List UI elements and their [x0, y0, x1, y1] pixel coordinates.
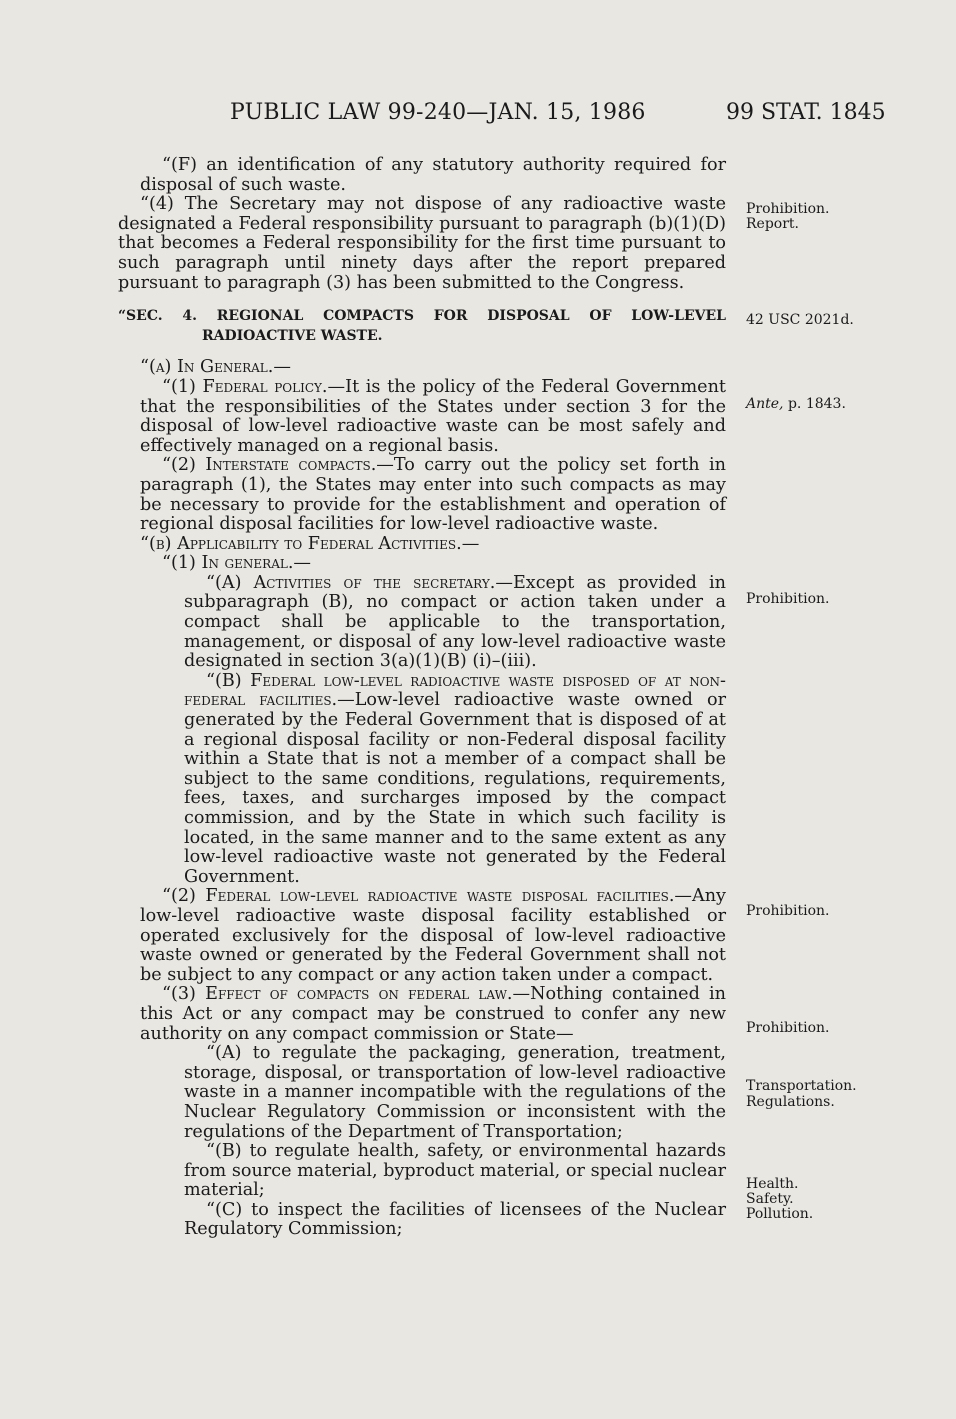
paragraph-b1b: “(B) Federal low-level radioactive waste disposed of at non-federal facilities.—Low-level radioactive waste owned or generated by the Federal Government that is disposed of at a regional disposal facility or non-Federal disposal facility within a State that is not a member of a compact shall be subject to the same conditions, regulations, requirements, fees, taxes, and surcharges imposed by the compact commission, and by the State in which such facility is located, in the same manner and to the same extent as any low-level radioactive waste not generated by the Federal Government.	[184, 670, 726, 887]
paragraph-b3c: “(C) to inspect the facilities of licensees of the Nuclear Regulatory Commission;	[184, 1199, 726, 1240]
margin-note-health: Health.	[746, 1176, 799, 1192]
statute-body-text	[118, 156, 726, 1240]
paragraph-b3b: “(B) to regulate health, safety, or environmental hazards from source material, byproduct material, or special nuclear material;	[184, 1141, 726, 1201]
subsection-b-heading: “(b) Applicability to Federal Activities.—	[140, 533, 480, 554]
margin-note-usc-citation: 42 USC 2021d.	[746, 312, 854, 328]
margin-note-ante: Ante, p. 1843.	[746, 396, 846, 412]
subsection-a-heading: “(a) In General.—	[140, 357, 291, 378]
paragraph-a1: “(1) Federal policy.—It is the policy of the Federal Government that the responsibilities of the States under section 3 for the disposal of low-level radioactive waste can be most safely and effectively managed on a regional basis.	[140, 376, 726, 456]
margin-note-transportation: Transportation.	[746, 1078, 857, 1094]
law-citation-header: PUBLIC LAW 99-240—JAN. 15, 1986	[230, 100, 646, 125]
margin-note-prohibition: Prohibition.	[746, 201, 830, 217]
paragraph-b1a: “(A) Activities of the secretary.—Except as provided in subparagraph (B), no compact or action taken under a compact shall be applicable to the transportation, management, or disposal of any low-level radioactive waste designated in section 3(a)(1)(B) (i)–(iii).	[184, 572, 726, 672]
margin-note-report: Report.	[746, 216, 799, 232]
paragraph-f: “(F) an identification of any statutory authority required for disposal of such waste.	[140, 155, 726, 195]
margin-note-prohibition-b3: Prohibition.	[746, 1020, 830, 1036]
statute-page-number: 99 STAT. 1845	[726, 100, 886, 125]
paragraph-b3: “(3) Effect of compacts on federal law.—Nothing contained in this Act or any compact may be construed to confer any new authority on any compact commission or State—	[140, 984, 726, 1044]
section-4-heading: “SEC. 4. REGIONAL COMPACTS FOR DISPOSAL OF LOW-LEVEL RADIOACTIVE WASTE.	[118, 308, 726, 344]
page-header	[0, 100, 956, 136]
paragraph-b1: “(1) In general.—	[162, 553, 312, 574]
paragraph-b3a: “(A) to regulate the packaging, generation, treatment, storage, disposal, or transportation of low-level radioactive waste in a manner incompatible with the regulations of the Nuclear Regulatory Commission or inconsistent with the regulations of the Department of Transportation;	[184, 1043, 726, 1142]
margin-note-safety: Safety.	[746, 1191, 794, 1207]
margin-note-prohibition-b1a: Prohibition.	[746, 591, 830, 607]
margin-note-prohibition-b2: Prohibition.	[746, 903, 830, 919]
paragraph-4: “(4) The Secretary may not dispose of any radioactive waste designated a Federal responsibility pursuant to paragraph (b)(1)(D) that becomes a Federal responsibility for the first time pursuant to such paragraph until ninety days after the report prepared pursuant to paragraph (3) has been submitted to the Congress.	[118, 194, 726, 293]
paragraph-a2: “(2) Interstate compacts.—To carry out the policy set forth in paragraph (1), the States may enter into such compacts as may be necessary to provide for the establishment and operation of regional disposal facilities for low-level radioactive waste.	[140, 455, 726, 535]
margin-note-regulations: Regulations.	[746, 1094, 835, 1110]
paragraph-b2: “(2) Federal low-level radioactive waste disposal facilities.—Any low-level radioactive waste disposal facility established or operated exclusively for the disposal of low-level radioactive waste owned or generated by the Federal Government shall not be subject to any compact or any action taken under a compact.	[140, 886, 726, 985]
margin-note-pollution: Pollution.	[746, 1206, 814, 1222]
